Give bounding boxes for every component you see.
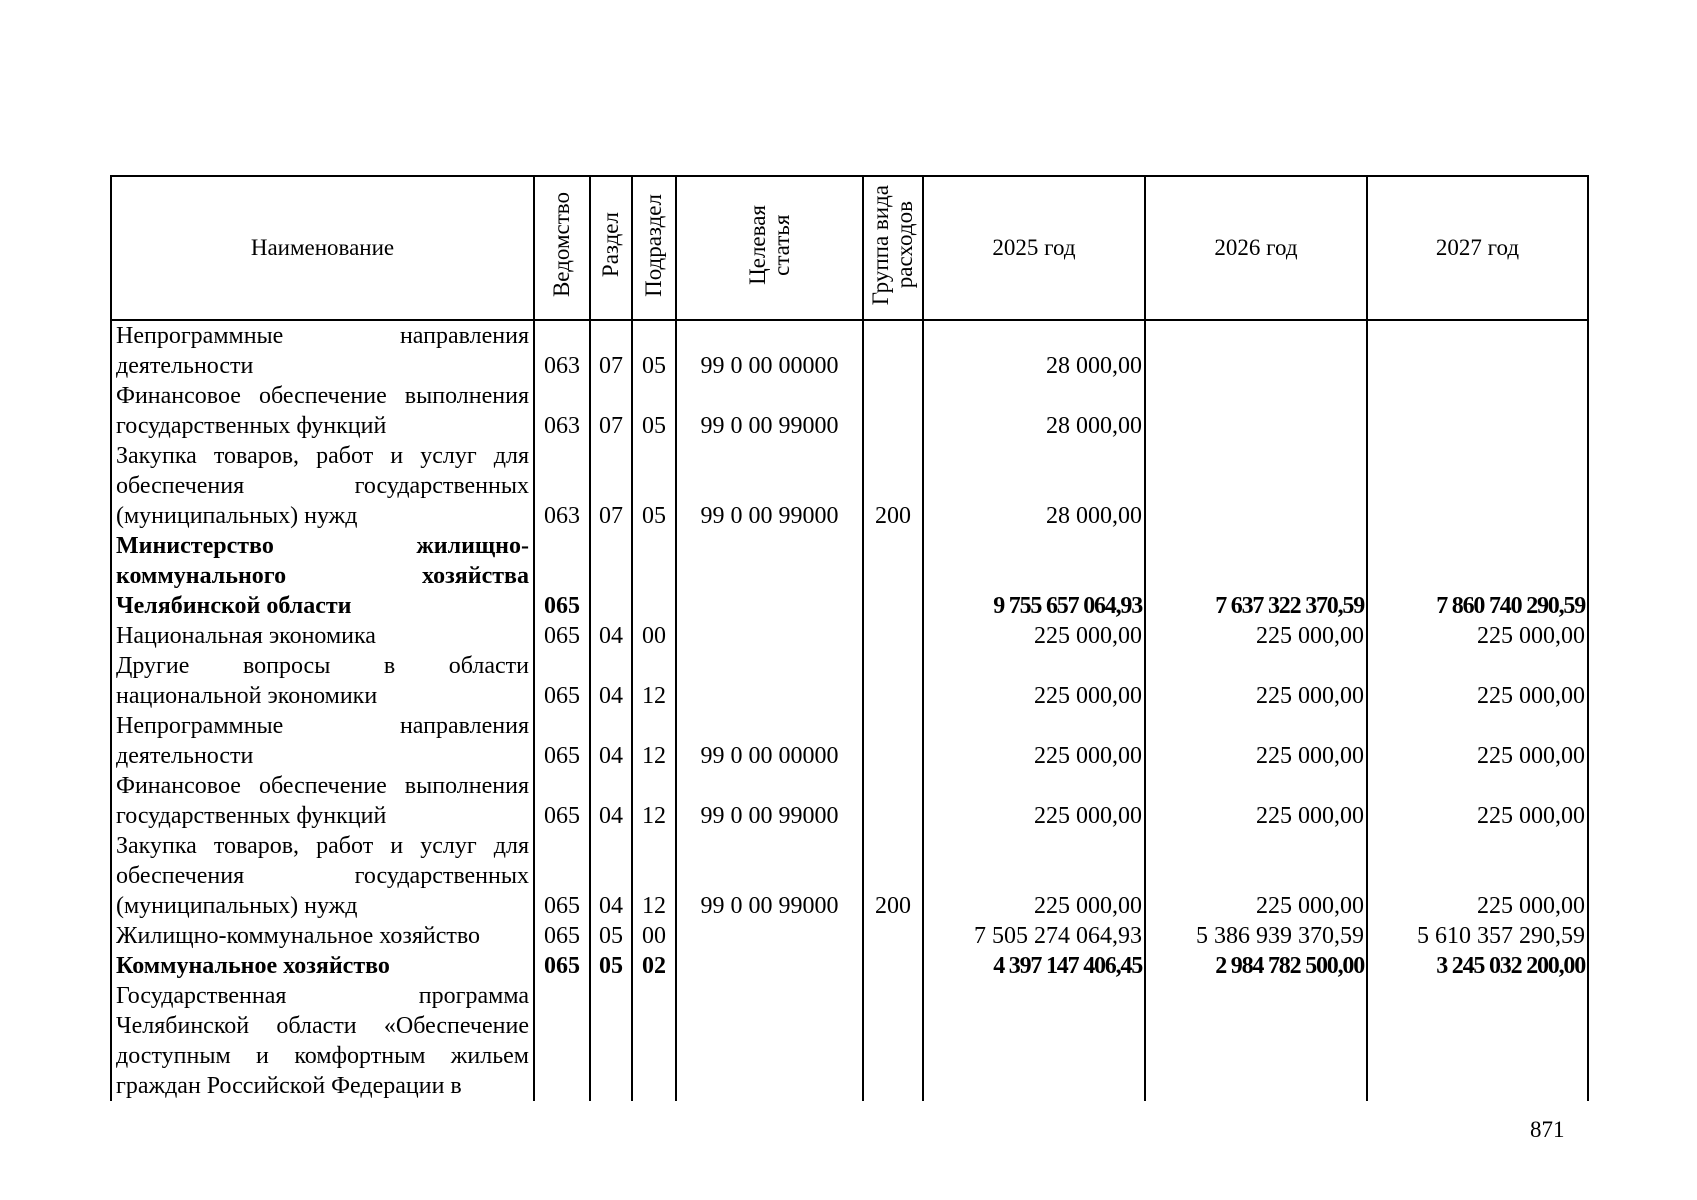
cell-razdel: 04 [590,651,632,711]
cell-razdel: 07 [590,320,632,381]
page-number: 871 [1530,1117,1565,1142]
cell-razdel [590,981,632,1101]
table-row [111,711,1588,771]
cell-group [863,651,923,711]
cell-razdel: 07 [590,381,632,441]
cell-ved: 065 [534,531,590,621]
cell-ved: 063 [534,381,590,441]
cell-podr: 12 [632,831,676,921]
cell-razdel: 04 [590,621,632,651]
cell-name: Непрограммные направления деятельности [111,711,534,771]
cell-podr: 12 [632,771,676,831]
table-row [111,441,1588,531]
cell-ved: 065 [534,621,590,651]
table-row [111,651,1588,711]
cell-ved: 065 [534,831,590,921]
cell-y2027: 225 000,00 [1367,771,1588,831]
cell-name: Жилищно-коммунальное хозяйство [111,921,534,951]
cell-name: Национальная экономика [111,621,534,651]
cell-podr: 00 [632,621,676,651]
cell-y2027 [1367,981,1588,1101]
header-razdel: Раздел [590,176,632,320]
cell-ved [534,981,590,1101]
cell-ved: 065 [534,651,590,711]
cell-name: Коммунальное хозяйство [111,951,534,981]
cell-razdel: 05 [590,951,632,981]
table-row [111,621,1588,651]
cell-target: 99 0 00 00000 [676,711,863,771]
cell-y2027: 7 860 740 290,59 [1367,531,1588,621]
cell-y2025: 9 755 657 064,93 [923,531,1145,621]
cell-name: Министерство жилищно-коммунального хозяйства Челябинской области [111,531,534,621]
table-row [111,771,1588,831]
cell-razdel: 07 [590,441,632,531]
cell-y2026 [1145,320,1367,381]
cell-y2027: 225 000,00 [1367,831,1588,921]
header-2025: 2025 год [923,176,1145,320]
cell-ved: 065 [534,951,590,981]
table-header-row [111,176,1588,320]
cell-target: 99 0 00 99000 [676,381,863,441]
cell-group [863,381,923,441]
cell-y2027 [1367,381,1588,441]
cell-y2025: 28 000,00 [923,320,1145,381]
table-row [111,951,1588,981]
cell-podr: 05 [632,320,676,381]
cell-group [863,320,923,381]
cell-group [863,771,923,831]
cell-y2025: 28 000,00 [923,381,1145,441]
cell-name: Финансовое обеспечение выполнения государственных функций [111,381,534,441]
cell-group: 200 [863,831,923,921]
header-name: Наименование [111,176,534,320]
cell-y2026 [1145,381,1367,441]
cell-target [676,651,863,711]
cell-y2025: 225 000,00 [923,711,1145,771]
table-row [111,531,1588,621]
cell-y2027: 3 245 032 200,00 [1367,951,1588,981]
cell-y2025: 7 505 274 064,93 [923,921,1145,951]
cell-podr: 05 [632,441,676,531]
cell-target: 99 0 00 99000 [676,441,863,531]
cell-podr: 02 [632,951,676,981]
cell-razdel: 05 [590,921,632,951]
cell-name: Закупка товаров, работ и услуг для обеспечения государственных (муниципальных) нужд [111,441,534,531]
cell-y2025: 225 000,00 [923,621,1145,651]
cell-y2025: 225 000,00 [923,651,1145,711]
header-podrazdel: Подраздел [632,176,676,320]
cell-target [676,621,863,651]
cell-y2027: 225 000,00 [1367,651,1588,711]
cell-podr: 00 [632,921,676,951]
table-row [111,381,1588,441]
cell-y2026: 5 386 939 370,59 [1145,921,1367,951]
header-expense-group: Группа вида расходов [863,176,923,320]
table-body [111,320,1588,1101]
cell-target: 99 0 00 99000 [676,771,863,831]
cell-podr [632,981,676,1101]
budget-table [110,175,1589,1101]
cell-name: Другие вопросы в области национальной экономики [111,651,534,711]
table-row [111,921,1588,951]
cell-group [863,621,923,651]
cell-name: Финансовое обеспечение выполнения государственных функций [111,771,534,831]
header-2027: 2027 год [1367,176,1588,320]
cell-y2025: 225 000,00 [923,831,1145,921]
cell-group [863,921,923,951]
cell-y2026: 225 000,00 [1145,651,1367,711]
table-row [111,831,1588,921]
cell-y2027 [1367,320,1588,381]
cell-ved: 063 [534,320,590,381]
cell-y2026: 225 000,00 [1145,621,1367,651]
cell-ved: 065 [534,711,590,771]
cell-ved: 065 [534,921,590,951]
cell-podr: 05 [632,381,676,441]
cell-y2026 [1145,981,1367,1101]
cell-razdel: 04 [590,831,632,921]
cell-y2025: 4 397 147 406,45 [923,951,1145,981]
table-row [111,320,1588,381]
cell-y2025: 225 000,00 [923,771,1145,831]
cell-target [676,951,863,981]
cell-target [676,531,863,621]
cell-razdel [590,531,632,621]
cell-target: 99 0 00 00000 [676,320,863,381]
cell-group [863,711,923,771]
cell-y2026: 2 984 782 500,00 [1145,951,1367,981]
cell-razdel: 04 [590,711,632,771]
cell-y2026: 225 000,00 [1145,831,1367,921]
cell-name: Государственная программа Челябинской области «Обеспечение доступным и комфортным жильем граждан Российской Федерации в [111,981,534,1101]
cell-ved: 063 [534,441,590,531]
cell-name: Закупка товаров, работ и услуг для обеспечения государственных (муниципальных) нужд [111,831,534,921]
cell-group [863,951,923,981]
header-target-article: Целевая статья [676,176,863,320]
cell-target [676,981,863,1101]
header-2026: 2026 год [1145,176,1367,320]
table-row [111,981,1588,1101]
cell-name: Непрограммные направления деятельности [111,320,534,381]
cell-y2026: 225 000,00 [1145,771,1367,831]
cell-y2027: 225 000,00 [1367,621,1588,651]
cell-y2027: 225 000,00 [1367,711,1588,771]
cell-podr [632,531,676,621]
cell-ved: 065 [534,771,590,831]
cell-podr: 12 [632,651,676,711]
cell-target [676,921,863,951]
cell-y2027: 5 610 357 290,59 [1367,921,1588,951]
cell-group [863,981,923,1101]
cell-y2027 [1367,441,1588,531]
header-vedomstvo: Ведомство [534,176,590,320]
cell-target: 99 0 00 99000 [676,831,863,921]
cell-razdel: 04 [590,771,632,831]
cell-podr: 12 [632,711,676,771]
cell-y2025: 28 000,00 [923,441,1145,531]
cell-y2026 [1145,441,1367,531]
cell-y2025 [923,981,1145,1101]
cell-y2026: 7 637 322 370,59 [1145,531,1367,621]
cell-group: 200 [863,441,923,531]
cell-group [863,531,923,621]
cell-y2026: 225 000,00 [1145,711,1367,771]
